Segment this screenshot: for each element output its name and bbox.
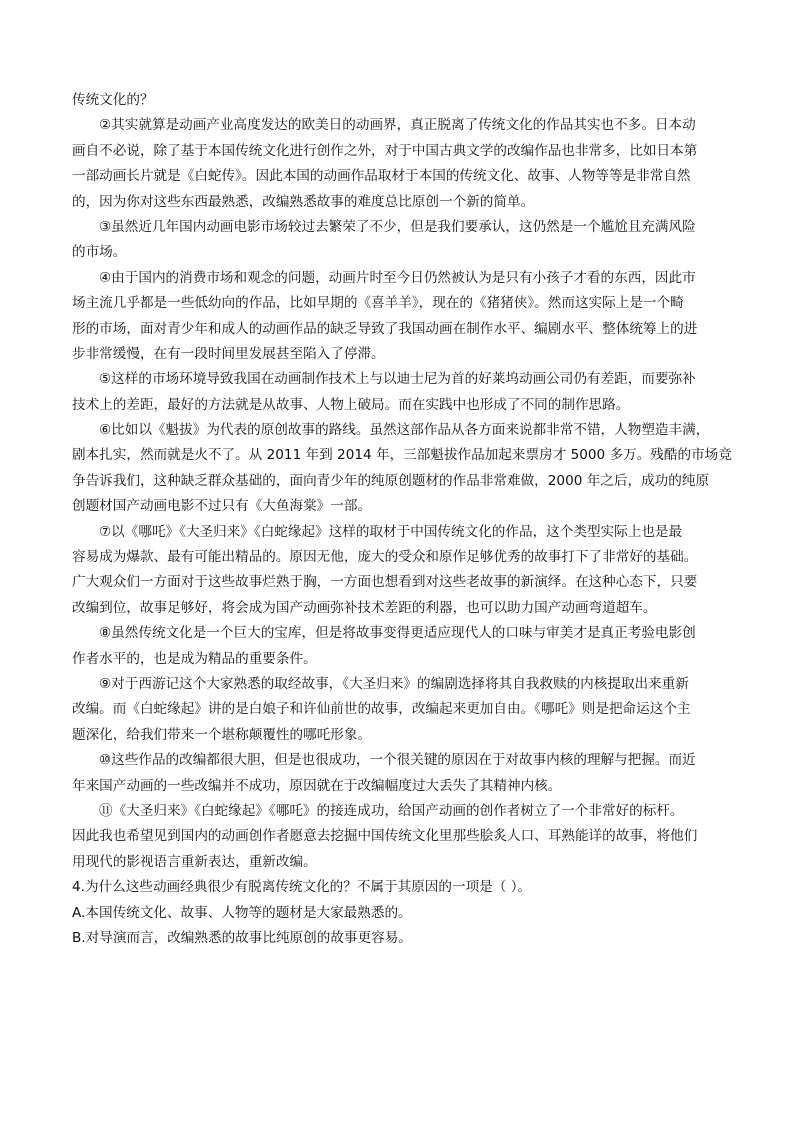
article-line: ⑤这样的市场环境导致我国在动画制作技术上与以迪士尼为首的好莱坞动画公司仍有差距，而要弥补 bbox=[99, 371, 696, 388]
question-option-a: A.本国传统文化、故事、人物等的题材是大家最熟悉的。 bbox=[72, 904, 412, 921]
article-line: 的，因为你对这些东西最熟悉，改编熟悉故事的难度总比原创一个新的简单。 bbox=[72, 193, 535, 210]
article-line: 场主流几乎都是一些低幼向的作品，比如早期的《喜羊羊》，现在的《猪猪侠》。然而这实际上是一个畸 bbox=[72, 295, 684, 312]
article-line: 技术上的差距，最好的方法就是从故事、人物上破局。而在实践中也形成了不同的制作思路。 bbox=[72, 396, 630, 413]
article-line: 年来国产动画的一些改编并不成功，原因就在于改编幅度过大丢失了其精神内核。 bbox=[72, 777, 562, 794]
article-line: ④由于国内的消费市场和观念的问题，动画片时至今日仍然被认为是只有小孩子才看的东西，因此市 bbox=[99, 269, 696, 286]
article-line: 剧本扎实，然而就是火不了。从 2011 年到 2014 年，三部魁拔作品加起来票房才 5000 多万。残酷的市场竞 bbox=[72, 447, 732, 464]
question-block bbox=[72, 875, 728, 951]
article-line: 因此我也希望见到国内的动画创作者愿意去挖掘中国传统文化里那些脍炙人口、耳熟能详的故事，将他们 bbox=[72, 828, 698, 845]
article-line: 形的市场，面对青少年和成人的动画作品的缺乏导致了我国动画在制作水平、编剧水平、整体统筹上的进 bbox=[72, 320, 698, 337]
article-line: ⑩这些作品的改编都很大胆，但是也很成功，一个很关键的原因在于对故事内核的理解与把握。而近 bbox=[99, 752, 696, 769]
question-option-b: B.对导演而言，改编熟悉的故事比纯原创的故事更容易。 bbox=[72, 929, 412, 946]
article-line: 容易成为爆款、最有可能出精品的。原因无他，庞大的受众和原作足够优秀的故事打下了非常好的基础。 bbox=[72, 549, 698, 566]
article-line: 改编。而《白蛇缘起》讲的是白娘子和许仙前世的故事，改编起来更加自由。《哪吒》则是把命运这个主 bbox=[72, 701, 691, 718]
article-line: 创题材国产动画电影不过只有《大鱼海棠》一部。 bbox=[72, 498, 372, 515]
article-line: ⑪《大圣归来》《白蛇缘起》《哪吒》的接连成功，给国产动画的创作者树立了一个非常好的标杆。 bbox=[99, 802, 684, 819]
article-paragraphs bbox=[72, 88, 732, 875]
article-line: ⑦以《哪吒》《大圣归来》《白蛇缘起》这样的取材于中国传统文化的作品，这个类型实际上也是最 bbox=[99, 523, 683, 540]
article-body bbox=[72, 88, 732, 951]
article-line: 作者水平的，也是成为精品的重要条件。 bbox=[72, 650, 317, 667]
article-line: ②其实就算是动画产业高度发达的欧美日的动画界，真正脱离了传统文化的作品其实也不多。日本动 bbox=[99, 117, 696, 134]
article-line: 改编到位，故事足够好，将会成为国产动画弥补技术差距的利器，也可以助力国产动画弯道超车。 bbox=[72, 599, 657, 616]
article-line: 用现代的影视语言重新表达，重新改编。 bbox=[72, 853, 317, 870]
article-line: 步非常缓慢，在有一段时间里发展甚至陷入了停滞。 bbox=[72, 345, 385, 362]
article-line: 题深化，给我们带来一个堪称颠覆性的哪吒形象。 bbox=[72, 726, 372, 743]
article-line: 画自不必说，除了基于本国传统文化进行创作之外，对于中国古典文学的改编作品也非常多，比如日本第 bbox=[72, 142, 698, 159]
question-stem: 4.为什么这些动画经典很少有脱离传统文化的？不属于其原因的一项是（ ）。 bbox=[72, 879, 532, 896]
article-line: 的市场。 bbox=[72, 244, 127, 261]
article-line: ③虽然近几年国内动画电影市场较过去繁荣了不少，但是我们要承认，这仍然是一个尴尬且充满风险 bbox=[99, 218, 696, 235]
article-line: 争告诉我们，这种缺乏群众基础的，面向青少年的纯原创题材的作品非常难做，2000 年之后，成功的纯原 bbox=[72, 472, 710, 489]
article-line: ⑧虽然传统文化是一个巨大的宝库，但是将故事变得更适应现代人的口味与审美才是真正考验电影创 bbox=[99, 625, 696, 642]
article-line: 广大观众们一方面对于这些故事烂熟于胸，一方面也想看到对这些老故事的新演绎。在这种心态下，只要 bbox=[72, 574, 698, 591]
article-line: ⑥比如以《魁拔》为代表的原创故事的路线。虽然这部作品从各方面来说都非常不错，人物塑造丰满， bbox=[99, 422, 710, 439]
article-line: 一部动画长片就是《白蛇传》。因此本国的动画作品取材于本国的传统文化、故事、人物等等是非常自然 bbox=[72, 168, 691, 185]
article-line: 传统文化的？ bbox=[72, 92, 154, 108]
article-line: ⑨对于西游记这个大家熟悉的取经故事，《大圣归来》的编剧选择将其自我救赎的内核提取出来重新 bbox=[99, 675, 689, 692]
